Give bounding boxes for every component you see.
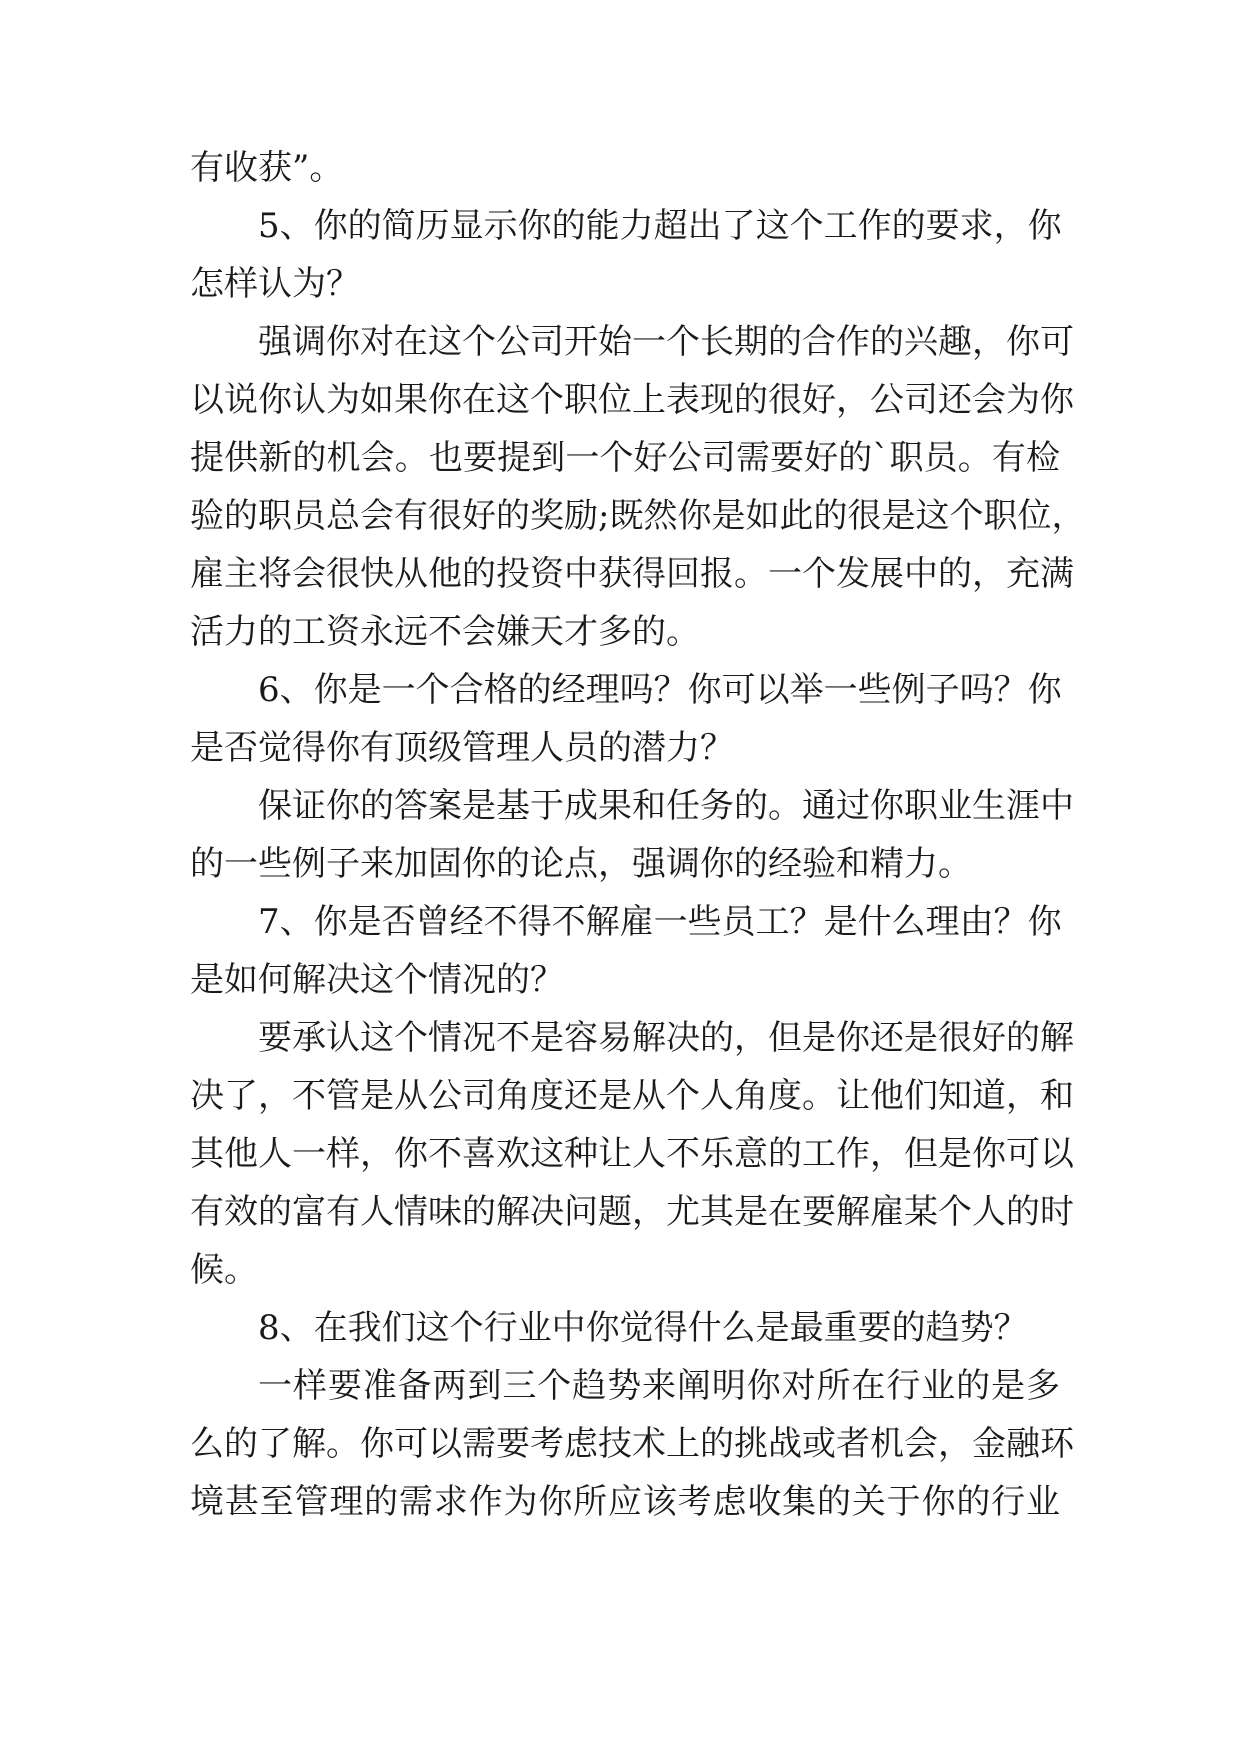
question-7-line-1: 7、你是否曾经不得不解雇一些员工？是什么理由？你: [258, 902, 1062, 942]
text-line: 有收获”。: [190, 148, 344, 188]
answer-7-line-3: 其他人一样，你不喜欢这种让人不乐意的工作，但是你可以: [190, 1134, 1074, 1174]
question-8-line-1: 8、在我们这个行业中你觉得什么是最重要的趋势？: [258, 1308, 1028, 1348]
question-7-line-2: 是如何解决这个情况的？: [190, 960, 564, 1000]
answer-5-line-5: 雇主将会很快从他的投资中获得回报。一个发展中的，充满: [190, 554, 1074, 594]
question-6-line-1: 6、你是一个合格的经理吗？你可以举一些例子吗？你: [258, 670, 1062, 710]
answer-7-line-4: 有效的富有人情味的解决问题，尤其是在要解雇某个人的时: [190, 1192, 1074, 1232]
answer-7-line-1: 要承认这个情况不是容易解决的，但是你还是很好的解: [258, 1018, 1074, 1058]
answer-5-line-2: 以说你认为如果你在这个职位上表现的很好，公司还会为你: [190, 380, 1074, 420]
answer-5-line-6: 活力的工资永远不会嫌天才多的。: [190, 612, 700, 652]
answer-5-line-4: 验的职员总会有很好的奖励;既然你是如此的很是这个职位，: [190, 496, 1086, 536]
question-5-line-1: 5、你的简历显示你的能力超出了这个工作的要求，你: [258, 206, 1062, 246]
answer-7-line-2: 决了，不管是从公司角度还是从个人角度。让他们知道，和: [190, 1076, 1074, 1116]
answer-5-line-1: 强调你对在这个公司开始一个长期的合作的兴趣，你可: [258, 322, 1074, 362]
question-5-line-2: 怎样认为？: [190, 264, 360, 304]
answer-7-line-5: 候。: [190, 1250, 258, 1290]
answer-8-line-2: 么的了解。你可以需要考虑技术上的挑战或者机会，金融环: [190, 1424, 1074, 1464]
question-6-line-2: 是否觉得你有顶级管理人员的潜力？: [190, 728, 734, 768]
answer-8-line-1: 一样要准备两到三个趋势来阐明你对所在行业的是多: [258, 1366, 1060, 1406]
answer-8-line-3: 境甚至管理的需求作为你所应该考虑收集的关于你的行业: [190, 1482, 1060, 1522]
answer-6-line-2: 的一些例子来加固你的论点，强调你的经验和精力。: [190, 844, 972, 884]
answer-6-line-1: 保证你的答案是基于成果和任务的。通过你职业生涯中: [258, 786, 1074, 826]
answer-5-line-3: 提供新的机会。也要提到一个好公司需要好的`职员。有检: [190, 438, 1060, 478]
